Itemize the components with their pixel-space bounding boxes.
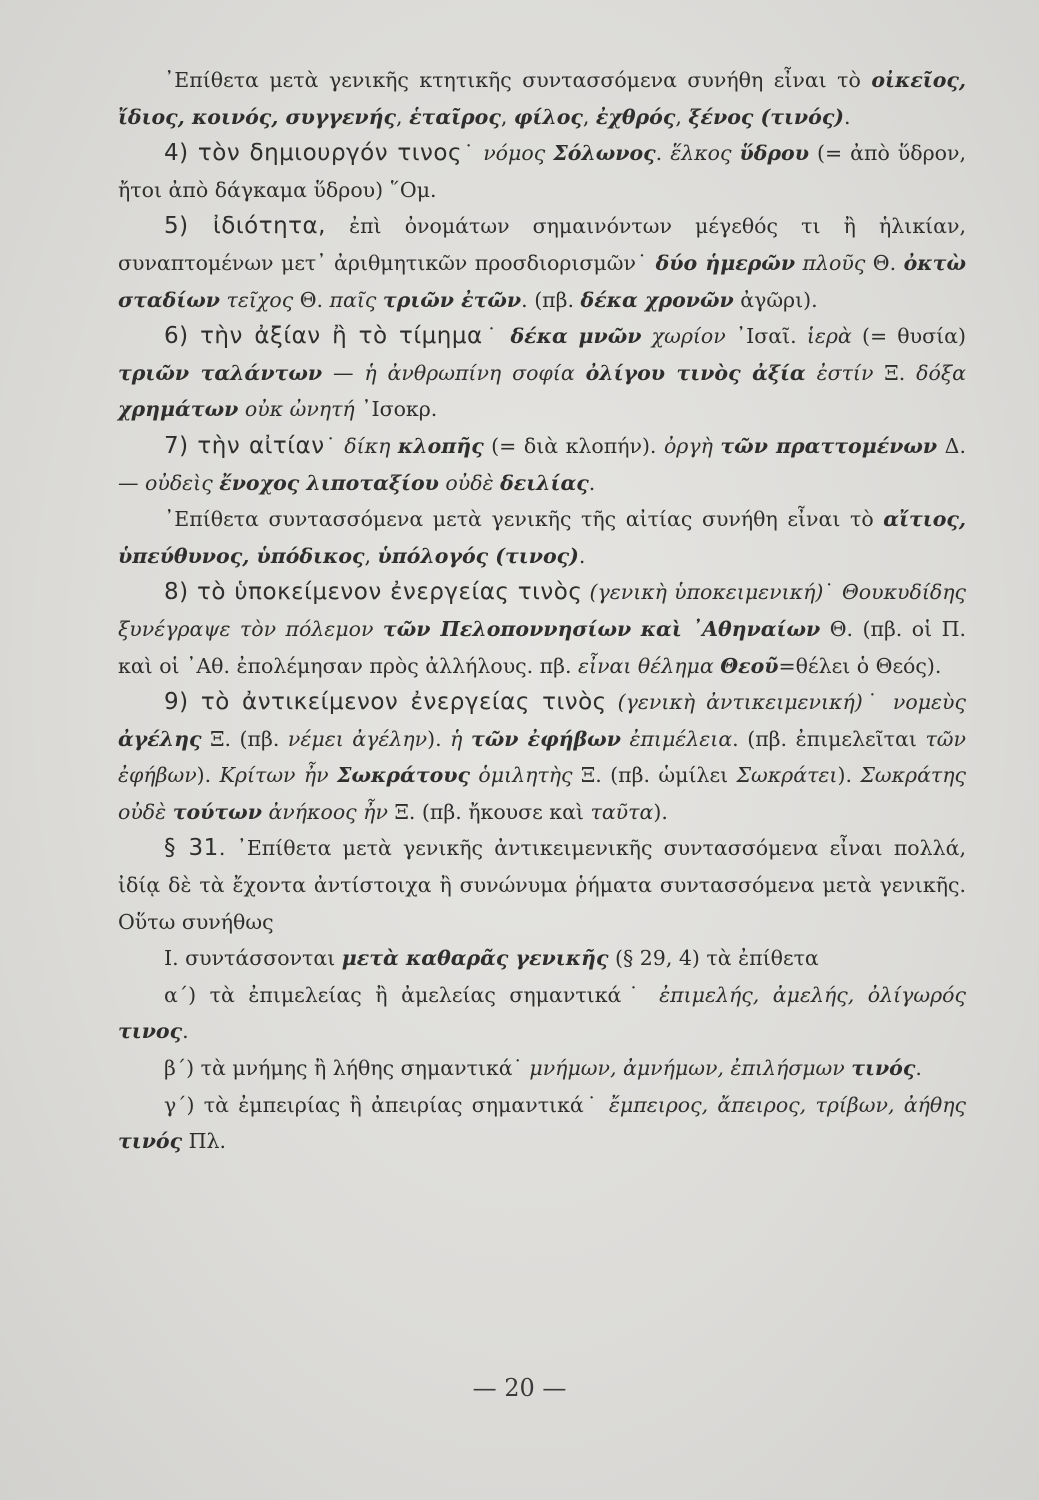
text-run: ˙ xyxy=(461,141,484,166)
emphasis-text: μετὰ καθαρᾶς γενικῆς xyxy=(341,946,609,971)
emphasis-text: καὶ ᾿Αθηναίων xyxy=(640,616,821,641)
emphasis-text: οὐδὲ xyxy=(118,799,167,824)
emphasis-text: τῶν πραττομένων xyxy=(720,433,938,458)
emphasis-text: ὕδρου xyxy=(739,141,809,166)
emphasis-text: φίλος xyxy=(513,104,583,129)
text-run: (= θυσία) xyxy=(851,324,966,349)
paragraph-p13 xyxy=(118,1087,966,1160)
emphasis-text: ξένος (τινός) xyxy=(688,104,845,129)
text-run: . xyxy=(182,1019,189,1044)
emphasis-text: αἴτιος, ὑπεύθυνος, ὑπόδικος xyxy=(118,507,966,568)
emphasis-text: κλοπῆς xyxy=(397,433,484,458)
emphasis-text: νομεὺς xyxy=(892,690,966,715)
emphasis-text: παῖς xyxy=(329,287,377,312)
emphasis-text: ταῦτα xyxy=(590,799,654,824)
text-run: Ι. συντάσσονται xyxy=(164,946,342,971)
text-run: ˙ xyxy=(862,690,893,715)
text-run: . xyxy=(844,104,851,129)
emphasis-text: δόξα xyxy=(916,360,966,385)
emphasis-text: τῶν Πελοποννησίων xyxy=(382,616,632,641)
emphasis-text: ἐστίν xyxy=(805,360,874,385)
emphasis-text: Σωκράτης xyxy=(860,763,967,788)
paragraph-p3 xyxy=(118,208,966,318)
text-run: ˙ xyxy=(482,324,511,349)
section-heading: 9) τὸ ἀντικείμενον ἐνεργείας τινὸς xyxy=(164,689,607,716)
text-run xyxy=(607,690,618,714)
text-run: ᾿Ισοκρ. xyxy=(354,397,438,422)
text-run xyxy=(462,727,471,751)
text-run: =θέλει ὁ Θεός). xyxy=(778,653,942,678)
text-run: . xyxy=(588,470,596,495)
text-run: , xyxy=(396,104,410,129)
emphasis-text: τεῖχος xyxy=(220,287,294,312)
text-run: . xyxy=(655,141,671,166)
emphasis-text: δίκη xyxy=(344,433,391,458)
emphasis-text: (γενικὴ ἀντικειμενική) xyxy=(617,690,863,715)
emphasis-text: Σόλωνος xyxy=(553,141,656,166)
emphasis-text: τριῶν ταλάντων xyxy=(118,360,323,385)
emphasis-text: οὐδὲ xyxy=(445,470,494,495)
text-run: , xyxy=(500,104,514,129)
emphasis-text: ὀλίγου τινὸς ἀξία xyxy=(585,360,806,385)
emphasis-text: ἀγέλης xyxy=(118,726,202,751)
emphasis-text: Σωκράτους xyxy=(337,763,470,788)
emphasis-text: νέμει ἀγέλην xyxy=(287,726,428,751)
emphasis-text: τῶν ἐφήβων xyxy=(118,726,966,788)
text-run: Θ. xyxy=(865,250,904,275)
emphasis-text: δέκα μνῶν xyxy=(510,324,642,349)
text-run: . (πβ. xyxy=(521,287,581,312)
section-heading: 5) ἰδιότητα, xyxy=(164,213,326,240)
paragraph-p5 xyxy=(118,428,966,501)
emphasis-text: πλοῦς xyxy=(795,250,866,275)
emphasis-text: Κρίτων ἦν xyxy=(219,763,329,788)
paragraph-p8 xyxy=(118,684,966,830)
text-run: , xyxy=(675,104,689,129)
emphasis-text: ἕλκος xyxy=(670,141,740,166)
text-run: α΄) τὰ ἐπιμελείας ἢ ἀμελείας σημαντικά˙ xyxy=(164,982,660,1007)
emphasis-text: νόμος xyxy=(483,141,554,166)
text-run: (= διὰ κλοπήν). xyxy=(483,433,664,458)
emphasis-text: τούτων xyxy=(172,799,262,824)
page-number: — 20 — xyxy=(472,1374,567,1402)
section-heading: 6) τὴν ἀξίαν ἢ τὸ τίμημα xyxy=(164,323,483,350)
emphasis-text: τῶν ἐφήβων xyxy=(470,726,621,751)
text-run: . ᾿Επίθετα μετὰ γενικῆς ἀντικειμενικῆς συντασσόμενα εἶναι πολλά, ἰδίᾳ δὲ τὰ ἔχοντα ἀντίστοιχα ἢ συνώνυμα ῥήματα συντασσόμενα μετὰ γενικῆς. Οὕτω συνήθως xyxy=(118,836,966,934)
text-run xyxy=(329,763,337,787)
emphasis-text: δύο ἡμερῶν xyxy=(655,250,796,275)
emphasis-text: ἐπιμελής, ἀμελής, ὀλίγωρός xyxy=(659,982,966,1007)
text-run: Δ. — xyxy=(118,433,966,495)
emphasis-text: μνήμων, ἀμνήμων, ἐπιλήσμων xyxy=(529,1056,845,1081)
emphasis-text: δέκα χρονῶν xyxy=(580,287,734,312)
text-run: (§ 29, 4) τὰ ἐπίθετα xyxy=(608,946,819,971)
emphasis-text: χωρίον xyxy=(641,324,726,349)
emphasis-text: Θουκυδίδης ξυνέγραψε τὸν πόλεμον xyxy=(118,580,966,641)
section-heading: § 31 xyxy=(164,835,219,862)
text-run xyxy=(575,361,586,385)
text-run: Ξ. (πβ. ἤκουσε καὶ xyxy=(387,799,591,824)
emphasis-text: ἔνοχος λιποταξίου xyxy=(219,470,439,495)
section-heading: 8) τὸ ὑποκείμενον ἐνεργείας τινὸς xyxy=(164,579,583,606)
emphasis-text: ὀργὴ xyxy=(663,433,713,458)
text-run: β΄) τὰ μνήμης ἢ λήθης σημαντικά˙ xyxy=(164,1056,530,1081)
emphasis-text: Σωκράτει xyxy=(736,763,838,788)
text-run: (= ἀπὸ ὕδρον, ἤτοι ἀπὸ δάγκαμα ὕδρου) ῞Ομ. xyxy=(118,141,966,202)
paragraph-p10 xyxy=(118,940,966,977)
text-run: — xyxy=(322,360,365,385)
emphasis-text: δειλίας xyxy=(500,470,589,495)
text-run: ). xyxy=(653,799,668,824)
emphasis-text: εἶναι θέλημα xyxy=(578,653,714,678)
text-run: Θ. xyxy=(293,287,330,312)
paragraph-p7 xyxy=(118,574,966,684)
paragraph-p1 xyxy=(118,62,966,135)
text-run: γ΄) τὰ ἐμπειρίας ἢ ἀπειρίας σημαντικά˙ xyxy=(164,1092,609,1117)
emphasis-text: ἑταῖρος xyxy=(409,104,501,129)
emphasis-text: οὐδεὶς xyxy=(145,470,213,495)
paragraph-p11 xyxy=(118,977,966,1050)
text-run: ᾿Ισαῖ. xyxy=(725,324,807,349)
text-run: ᾿Επίθετα συντασσόμενα μετὰ γενικῆς τῆς αἰτίας συνήθη εἶναι τὸ xyxy=(164,507,884,532)
text-run: , xyxy=(582,104,596,129)
emphasis-text: οὐκ ὠνητή xyxy=(238,397,355,422)
text-run: ). xyxy=(427,726,451,751)
text-run: Ξ. (πβ. xyxy=(201,726,288,751)
emphasis-text: ὀκτὼ σταδίων xyxy=(118,250,966,312)
paragraph-p9 xyxy=(118,830,966,940)
text-run: . (πβ. ἐπιμελεῖται xyxy=(732,726,926,751)
text-run: . xyxy=(578,543,586,568)
section-heading: 7) τὴν αἰτίαν xyxy=(164,432,325,459)
text-run xyxy=(373,617,382,641)
emphasis-text: τριῶν ἐτῶν xyxy=(382,287,522,312)
text-run: ). xyxy=(196,763,220,788)
text-run: Θ. (πβ. οἱ Π. καὶ οἱ ᾿Αθ. ἐπολέμησαν πρὸς ἀλλήλους. πβ. xyxy=(118,616,966,678)
emphasis-text: ὁμιλητὴς xyxy=(478,763,573,788)
section-heading: 4) τὸν δημιουργόν τινος xyxy=(164,140,462,167)
emphasis-text: οἰκεῖος, ἴδιος, κοινός, συγγενής xyxy=(118,68,966,129)
emphasis-text: ἱερὰ xyxy=(806,324,852,349)
emphasis-text: ἐχθρός xyxy=(595,104,676,129)
text-run xyxy=(390,434,398,458)
emphasis-text: Θεοῦ xyxy=(720,653,779,678)
text-run: ˙ xyxy=(823,580,842,605)
paragraph-p6 xyxy=(118,501,966,574)
emphasis-text: (γενικὴ ὑποκειμενική) xyxy=(589,580,824,605)
text-run: ). xyxy=(837,763,861,788)
emphasis-text: ἡ ἀνθρωπίνη σοφία xyxy=(364,360,575,385)
emphasis-text: τινός xyxy=(118,1129,183,1154)
emphasis-text: τινός xyxy=(851,1056,916,1081)
text-run: ἐπὶ ὀνομάτων σημαινόντων μέγεθός τι ἢ ἡλικίαν, συναπτομένων μετ᾿ ἀριθμητικῶν προσδιορισμῶν˙ xyxy=(118,214,966,275)
emphasis-text: χρημάτων xyxy=(118,397,239,422)
text-run xyxy=(631,617,640,641)
page-body-text xyxy=(118,62,966,1160)
text-run: ᾿Επίθετα μετὰ γενικῆς κτητικῆς συντασσόμενα συνήθη εἶναι τὸ xyxy=(164,68,872,92)
emphasis-text: ἔμπειρος, ἄπειρος, τρίβων, ἀήθης xyxy=(608,1092,967,1117)
paragraph-p4 xyxy=(118,318,966,428)
emphasis-text: ὑπόλογός (τινος) xyxy=(377,543,579,568)
text-run: . xyxy=(915,1056,922,1081)
text-run: ἀγῶρι). xyxy=(733,287,818,312)
emphasis-text: ἐπιμέλεια xyxy=(629,726,733,751)
emphasis-text: ἀνήκοος ἦν xyxy=(268,799,388,824)
emphasis-text: τινος xyxy=(118,1019,183,1044)
text-run: , xyxy=(364,543,378,568)
paragraph-p12 xyxy=(118,1050,966,1087)
text-run: ˙ xyxy=(324,433,345,458)
paragraph-p2 xyxy=(118,135,966,208)
text-run: Ξ. (πβ. ὡμίλει xyxy=(572,763,737,788)
text-run: Πλ. xyxy=(182,1129,226,1154)
emphasis-text: ἡ xyxy=(450,726,463,751)
text-run: Ξ. xyxy=(873,360,917,385)
